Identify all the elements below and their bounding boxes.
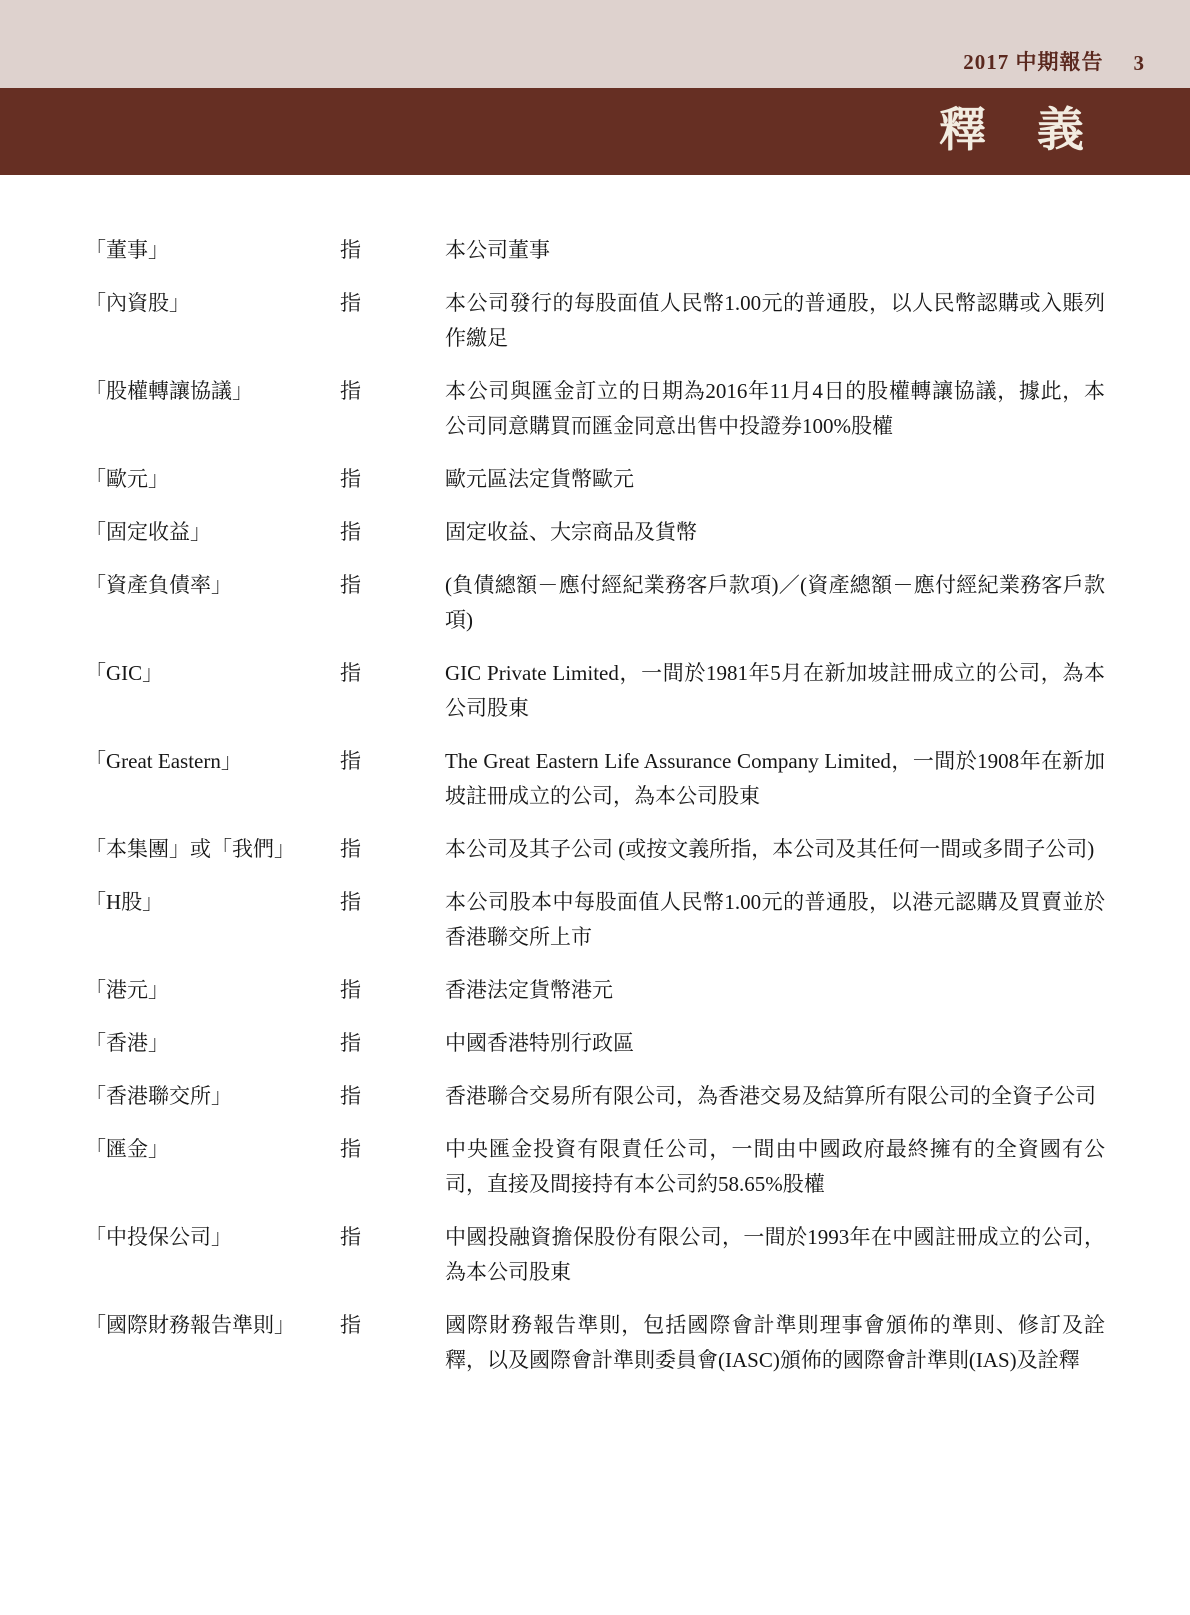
definition-row bbox=[85, 1026, 1105, 1061]
definition-term: 「股權轉讓協議」 bbox=[85, 379, 253, 403]
definition-row bbox=[85, 656, 1105, 726]
definition-row bbox=[85, 885, 1105, 955]
definition-term: 「匯金」 bbox=[85, 1137, 169, 1161]
definition-term: 「資產負債率」 bbox=[85, 573, 232, 597]
definition-term: 「Great Eastern」 bbox=[85, 749, 242, 773]
definition-row bbox=[85, 568, 1105, 638]
definition-row bbox=[85, 233, 1105, 268]
definition-term: 「GIC」 bbox=[85, 661, 164, 685]
definition-text: 歐元區法定貨幣歐元 bbox=[445, 467, 634, 491]
definition-term: 「董事」 bbox=[85, 238, 169, 262]
definition-text: 本公司與匯金訂立的日期為2016年11月4日的股權轉讓協議，據此，本公司同意購買而匯金同意出售中投證券100%股權 bbox=[445, 379, 1105, 438]
definition-text: GIC Private Limited，一間於1981年5月在新加坡註冊成立的公司，為本公司股東 bbox=[445, 661, 1105, 720]
definition-term: 「H股」 bbox=[85, 890, 164, 914]
definition-term: 「國際財務報告準則」 bbox=[85, 1313, 295, 1337]
definition-row bbox=[85, 286, 1105, 356]
definition-means: 指 bbox=[340, 1225, 361, 1249]
definition-term: 「中投保公司」 bbox=[85, 1225, 232, 1249]
definition-means: 指 bbox=[340, 661, 361, 685]
section-banner bbox=[0, 88, 1190, 175]
definition-text: 中國投融資擔保股份有限公司，一間於1993年在中國註冊成立的公司，為本公司股東 bbox=[445, 1225, 1105, 1284]
definition-means: 指 bbox=[340, 291, 361, 315]
definition-row bbox=[85, 973, 1105, 1008]
definition-means: 指 bbox=[340, 573, 361, 597]
definition-means: 指 bbox=[340, 1031, 361, 1055]
definition-row bbox=[85, 832, 1105, 867]
definition-term: 「港元」 bbox=[85, 978, 169, 1002]
definition-means: 指 bbox=[340, 1313, 361, 1337]
definition-text: 本公司發行的每股面值人民幣1.00元的普通股，以人民幣認購或入賬列作繳足 bbox=[445, 291, 1105, 350]
definition-means: 指 bbox=[340, 749, 361, 773]
definition-means: 指 bbox=[340, 238, 361, 262]
definition-means: 指 bbox=[340, 890, 361, 914]
definition-text: 國際財務報告準則，包括國際會計準則理事會頒佈的準則、修訂及詮釋，以及國際會計準則委員會(IASC)頒佈的國際會計準則(IAS)及詮釋 bbox=[445, 1313, 1105, 1372]
definition-row bbox=[85, 1132, 1105, 1202]
definition-row bbox=[85, 1220, 1105, 1290]
definition-means: 指 bbox=[340, 1084, 361, 1108]
page-header bbox=[0, 0, 1190, 88]
definition-text: 固定收益、大宗商品及貨幣 bbox=[445, 520, 697, 544]
definitions-list bbox=[0, 175, 1190, 1378]
definition-text: 香港法定貨幣港元 bbox=[445, 978, 613, 1002]
definition-text: (負債總額－應付經紀業務客戶款項)／(資產總額－應付經紀業務客戶款項) bbox=[445, 573, 1105, 632]
definition-text: 本公司股本中每股面值人民幣1.00元的普通股，以港元認購及買賣並於香港聯交所上市 bbox=[445, 890, 1105, 949]
report-title: 2017 中期報告 bbox=[963, 50, 1104, 74]
definition-row bbox=[85, 374, 1105, 444]
definition-term: 「香港聯交所」 bbox=[85, 1084, 232, 1108]
definition-means: 指 bbox=[340, 978, 361, 1002]
definition-text: 中國香港特別行政區 bbox=[445, 1031, 634, 1055]
definition-term: 「內資股」 bbox=[85, 291, 190, 315]
definition-row bbox=[85, 1079, 1105, 1114]
definition-text: 本公司及其子公司 (或按文義所指，本公司及其任何一間或多間子公司) bbox=[445, 837, 1095, 861]
definition-term: 「固定收益」 bbox=[85, 520, 211, 544]
definition-term: 「本集團」或「我們」 bbox=[85, 837, 295, 861]
definition-row bbox=[85, 744, 1105, 814]
definition-term: 「歐元」 bbox=[85, 467, 169, 491]
definition-text: 香港聯合交易所有限公司，為香港交易及結算所有限公司的全資子公司 bbox=[445, 1084, 1096, 1108]
definition-means: 指 bbox=[340, 1137, 361, 1161]
definition-text: 中央匯金投資有限責任公司，一間由中國政府最終擁有的全資國有公司，直接及間接持有本公司約58.65%股權 bbox=[445, 1137, 1105, 1196]
definition-row bbox=[85, 515, 1105, 550]
definition-means: 指 bbox=[340, 379, 361, 403]
definition-row bbox=[85, 1308, 1105, 1378]
definition-term: 「香港」 bbox=[85, 1031, 169, 1055]
definition-means: 指 bbox=[340, 520, 361, 544]
page-number: 3 bbox=[1133, 51, 1144, 75]
section-title: 釋 義 bbox=[939, 105, 1086, 157]
definition-text: The Great Eastern Life Assurance Company Limited，一間於1908年在新加坡註冊成立的公司，為本公司股東 bbox=[445, 749, 1105, 808]
definition-means: 指 bbox=[340, 837, 361, 861]
definition-means: 指 bbox=[340, 467, 361, 491]
definition-row bbox=[85, 462, 1105, 497]
definition-text: 本公司董事 bbox=[445, 238, 550, 262]
